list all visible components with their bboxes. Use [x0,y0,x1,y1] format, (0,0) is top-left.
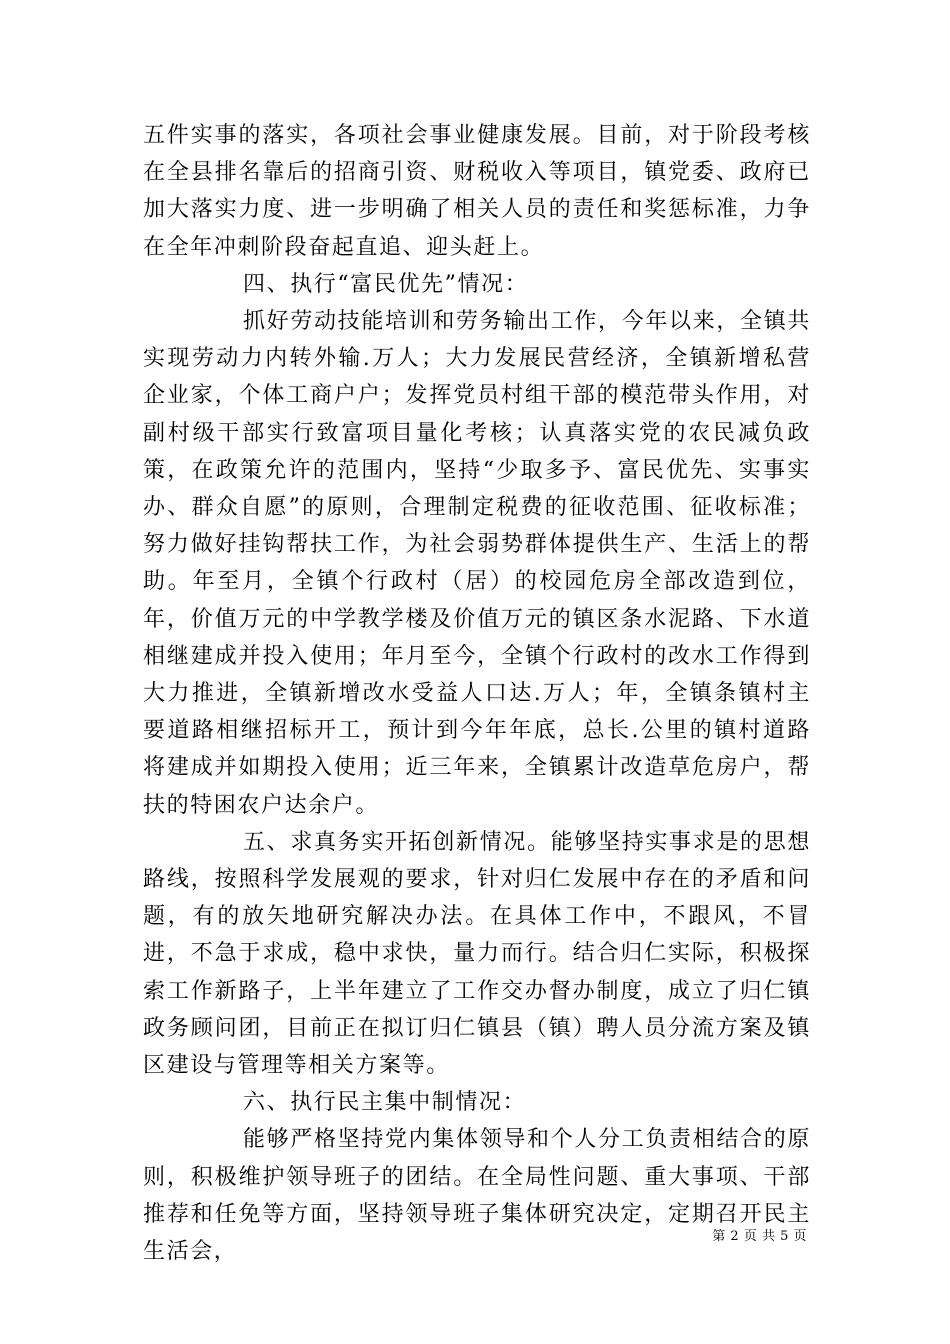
page-number-footer: 第 2 页 共 5 页 [712,1229,807,1244]
section-heading-4: 四、执行“富民优先”情况： [243,271,529,297]
paragraph-continued: 五件实事的落实，各项社会事业健康发展。目前，对于阶段考核在全县排名靠后的招商引资、财税收入等项目，镇党委、政府已加大落实力度、进一步明确了相关人员的责任和奖惩标准，力争在全年冲刺阶段奋起直追、迎头赶上。 [143,123,811,260]
paragraph-section-4: 抓好劳动技能培训和劳务输出工作，今年以来，全镇共实现劳动力内转外输.万人；大力发展民营经济，全镇新增私营企业家，个体工商户户；发挥党员村组干部的模范带头作用，对副村级干部实行致富项目量化考核；认真落实党的农民减负政策，在政策允许的范围内，坚持“少取多予、富民优先、实事实办、群众自愿”的原则，合理制定税费的征收范围、征收标准；努力做好挂钩帮扶工作，为社会弱势群体提供生产、生活上的帮助。年至月，全镇个行政村（居）的校园危房全部改造到位，年，价值万元的中学教学楼及价值万元的镇区条水泥路、下水道相继建成并投入使用；年月至今，全镇个行政村的改水工作得到大力推进，全镇新增改水受益人口达.万人；年，全镇条镇村主要道路相继招标开工，预计到今年年底，总长.公里的镇村道路将建成并如期投入使用；近三年来，全镇累计改造草危房户，帮扶的特困农户达余户。 [143,309,811,818]
section-heading-6: 六、执行民主集中制情况： [243,1090,527,1116]
paragraph-section-6: 能够严格坚持党内集体领导和个人分工负责相结合的原则，积极维护领导班子的团结。在全局性问题、重大事项、干部推荐和任免等方面，坚持领导班子集体研究决定，定期召开民主生活会， [143,1127,811,1265]
paragraph-section-5: 五、求真务实开拓创新情况。能够坚持实事求是的思想路线，按照科学发展观的要求，针对归仁发展中存在的矛盾和问题，有的放矢地研究解决办法。在具体工作中，不跟风，不冒进，不急于求成，稳中求快，量力而行。结合归仁实际，积极探索工作新路子，上半年建立了工作交办督办制度，成立了归仁镇政务顾问团，目前正在拟订归仁镇县（镇）聘人员分流方案及镇区建设与管理等相关方案等。 [143,829,811,1079]
document-body [143,117,811,1270]
